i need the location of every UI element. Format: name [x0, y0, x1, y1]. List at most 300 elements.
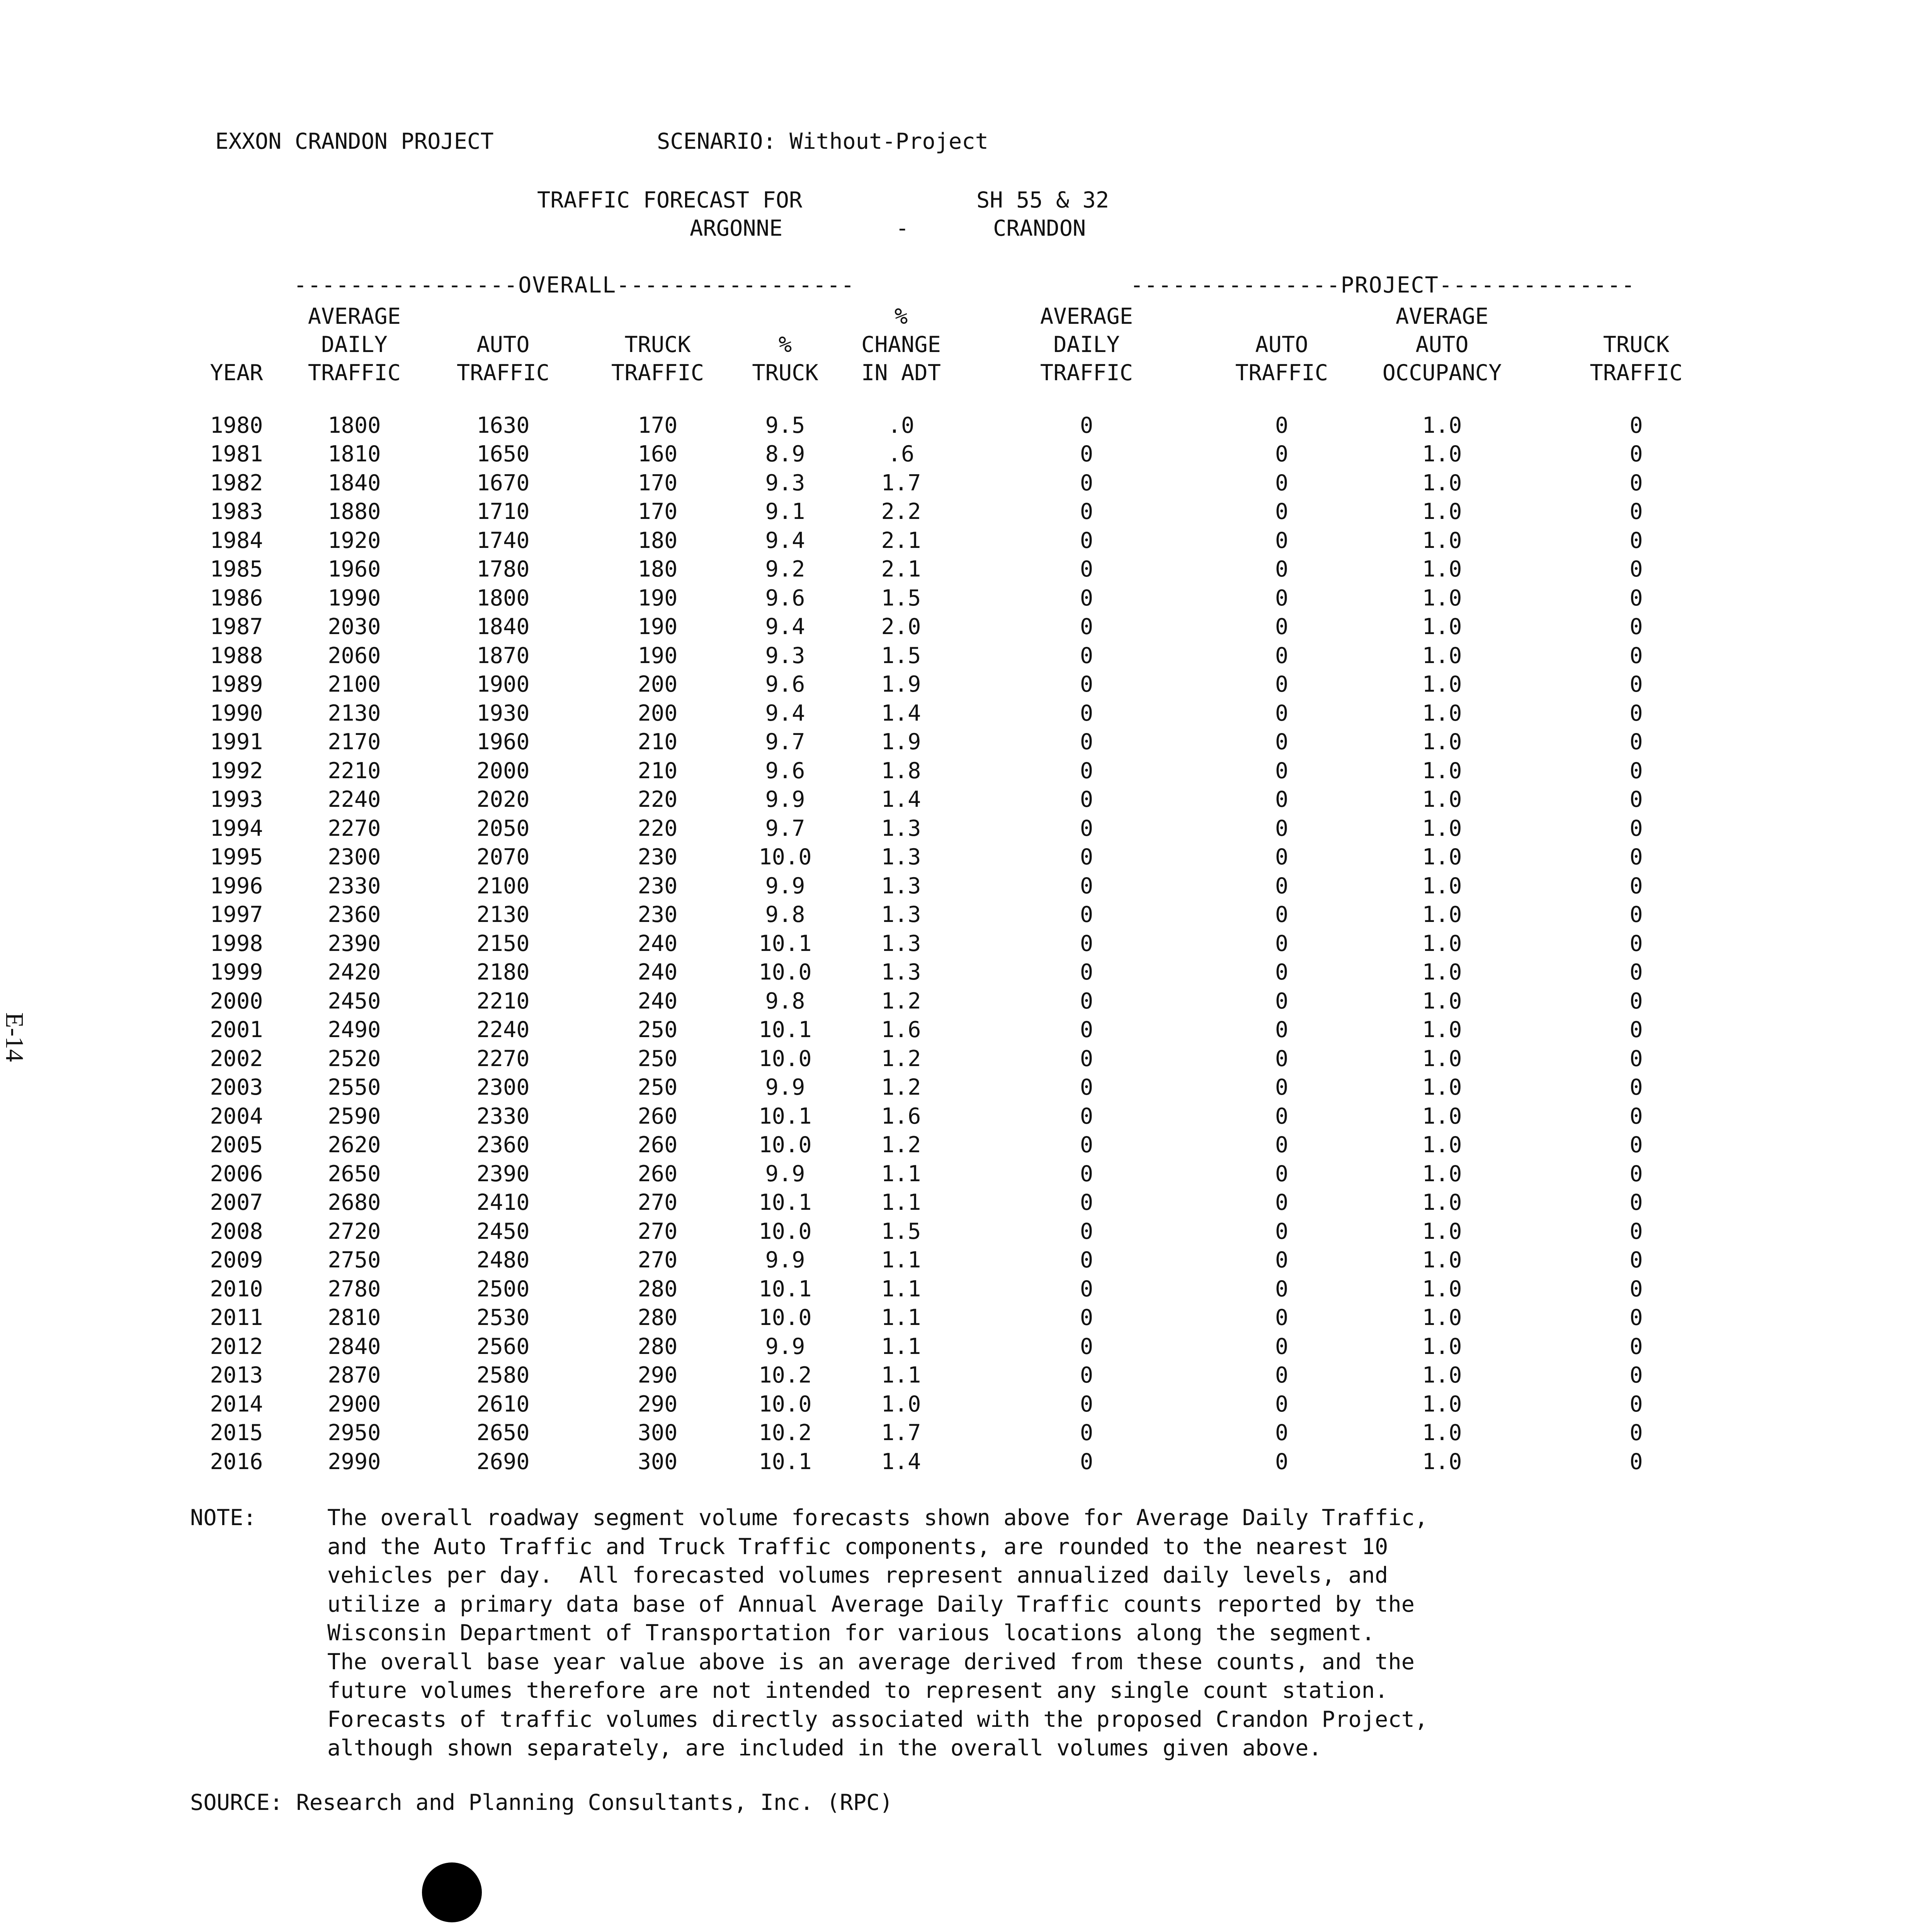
column-header-p-adt: TRAFFIC — [1040, 360, 1133, 386]
cell-p-adt: 0 — [1080, 1075, 1094, 1100]
cell-pct-change: 1.4 — [881, 1449, 921, 1475]
cell-p-auto: 0 — [1275, 1276, 1289, 1302]
cell-pct-truck: 9.9 — [765, 1075, 805, 1100]
cell-pct-truck: 9.1 — [765, 499, 805, 525]
cell-adt: 2520 — [328, 1046, 381, 1071]
cell-auto: 2150 — [476, 930, 530, 956]
cell-year: 1993 — [210, 787, 263, 813]
cell-truck: 280 — [638, 1333, 678, 1359]
cell-auto: 2530 — [476, 1305, 530, 1331]
cell-truck: 300 — [638, 1420, 678, 1446]
cell-truck: 220 — [638, 787, 678, 813]
cell-p-occ: 1.0 — [1422, 1161, 1462, 1187]
cell-auto: 2270 — [476, 1046, 530, 1071]
cell-p-auto: 0 — [1275, 1247, 1289, 1273]
cell-pct-truck: 9.4 — [765, 614, 805, 640]
table-row — [190, 526, 1745, 555]
cell-auto: 2180 — [476, 959, 530, 985]
cell-pct-truck: 10.1 — [759, 1190, 812, 1216]
cell-year: 1984 — [210, 527, 263, 553]
cell-pct-truck: 10.0 — [759, 1391, 812, 1417]
column-header-p-occ: OCCUPANCY — [1382, 360, 1502, 386]
cell-p-adt: 0 — [1080, 729, 1094, 755]
cell-p-truck: 0 — [1629, 614, 1643, 640]
note-text: and the Auto Traffic and Truck Traffic components, are rounded to the nearest 10 — [327, 1534, 1388, 1560]
cell-year: 2010 — [210, 1276, 263, 1302]
cell-p-auto: 0 — [1275, 1046, 1289, 1071]
cell-adt: 1840 — [328, 470, 381, 496]
cell-p-truck: 0 — [1629, 556, 1643, 582]
cell-p-auto: 0 — [1275, 556, 1289, 582]
cell-auto: 2300 — [476, 1075, 530, 1100]
note-text: utilize a primary data base of Annual Average Daily Traffic counts reported by the — [327, 1591, 1415, 1617]
cell-pct-change: 1.0 — [881, 1391, 921, 1417]
cell-pct-change: 1.3 — [881, 844, 921, 870]
cell-p-adt: 0 — [1080, 988, 1094, 1014]
cell-adt: 2650 — [328, 1161, 381, 1187]
table-row — [190, 987, 1745, 1016]
cell-p-truck: 0 — [1629, 1276, 1643, 1302]
cell-p-truck: 0 — [1629, 1247, 1643, 1273]
overall-group-header: ----------------OVERALL----------------- — [294, 272, 855, 298]
cell-pct-truck: 10.0 — [759, 1132, 812, 1158]
cell-p-occ: 1.0 — [1422, 873, 1462, 899]
cell-adt: 2900 — [328, 1391, 381, 1417]
cell-year: 1987 — [210, 614, 263, 640]
cell-p-auto: 0 — [1275, 614, 1289, 640]
column-header-p-auto: TRAFFIC — [1235, 360, 1328, 386]
cell-adt: 2450 — [328, 988, 381, 1014]
cell-pct-truck: 8.9 — [765, 441, 805, 467]
column-header-row — [190, 356, 1745, 384]
cell-p-truck: 0 — [1629, 672, 1643, 697]
cell-p-truck: 0 — [1629, 527, 1643, 553]
cell-auto: 2330 — [476, 1103, 530, 1129]
cell-adt: 2100 — [328, 672, 381, 697]
cell-p-auto: 0 — [1275, 902, 1289, 928]
column-header-auto: TRAFFIC — [456, 360, 550, 386]
cell-p-adt: 0 — [1080, 1190, 1094, 1216]
cell-year: 2011 — [210, 1305, 263, 1331]
cell-p-adt: 0 — [1080, 585, 1094, 611]
cell-p-truck: 0 — [1629, 1362, 1643, 1388]
forecast-label: TRAFFIC FORECAST FOR — [537, 187, 803, 213]
note-text: although shown separately, are included in the overall volumes given above. — [327, 1735, 1322, 1761]
cell-auto: 2070 — [476, 844, 530, 870]
cell-pct-truck: 9.7 — [765, 815, 805, 841]
cell-adt: 2170 — [328, 729, 381, 755]
cell-p-auto: 0 — [1275, 758, 1289, 784]
cell-truck: 250 — [638, 1046, 678, 1071]
cell-truck: 190 — [638, 585, 678, 611]
cell-pct-change: 1.7 — [881, 1420, 921, 1446]
cell-p-adt: 0 — [1080, 614, 1094, 640]
cell-truck: 190 — [638, 643, 678, 668]
cell-p-occ: 1.0 — [1422, 412, 1462, 438]
cell-pct-change: 1.1 — [881, 1247, 921, 1273]
cell-p-auto: 0 — [1275, 1161, 1289, 1187]
table-row — [190, 440, 1745, 469]
table-body — [190, 299, 1745, 1476]
cell-adt: 2420 — [328, 959, 381, 985]
cell-auto: 2210 — [476, 988, 530, 1014]
cell-p-occ: 1.0 — [1422, 1333, 1462, 1359]
cell-p-auto: 0 — [1275, 1420, 1289, 1446]
cell-p-adt: 0 — [1080, 470, 1094, 496]
table-row — [190, 786, 1745, 815]
cell-pct-truck: 9.8 — [765, 902, 805, 928]
table-row — [190, 757, 1745, 786]
cell-pct-truck: 10.1 — [759, 1017, 812, 1043]
cell-p-truck: 0 — [1629, 902, 1643, 928]
cell-adt: 2720 — [328, 1218, 381, 1244]
cell-auto: 1740 — [476, 527, 530, 553]
cell-truck: 190 — [638, 614, 678, 640]
cell-year: 2002 — [210, 1046, 263, 1071]
traffic-forecast-table — [190, 299, 1745, 1476]
table-row — [190, 1044, 1745, 1073]
cell-p-adt: 0 — [1080, 1247, 1094, 1273]
cell-auto: 1840 — [476, 614, 530, 640]
cell-p-adt: 0 — [1080, 1420, 1094, 1446]
cell-p-auto: 0 — [1275, 527, 1289, 553]
cell-auto: 1930 — [476, 700, 530, 726]
cell-p-occ: 1.0 — [1422, 902, 1462, 928]
cell-year: 2015 — [210, 1420, 263, 1446]
cell-truck: 230 — [638, 844, 678, 870]
note-text: The overall base year value above is an average derived from these counts, and the — [327, 1649, 1415, 1675]
cell-year: 2012 — [210, 1333, 263, 1359]
cell-p-adt: 0 — [1080, 1046, 1094, 1071]
cell-pct-change: 1.1 — [881, 1276, 921, 1302]
cell-pct-truck: 9.9 — [765, 1333, 805, 1359]
cell-auto: 1710 — [476, 499, 530, 525]
cell-p-truck: 0 — [1629, 758, 1643, 784]
cell-pct-truck: 10.0 — [759, 1046, 812, 1071]
cell-pct-truck: 10.0 — [759, 1305, 812, 1331]
cell-year: 2003 — [210, 1075, 263, 1100]
cell-p-auto: 0 — [1275, 1190, 1289, 1216]
cell-adt: 2300 — [328, 844, 381, 870]
cell-auto: 2610 — [476, 1391, 530, 1417]
cell-pct-truck: 9.4 — [765, 527, 805, 553]
cell-pct-change: 1.6 — [881, 1103, 921, 1129]
cell-auto: 2130 — [476, 902, 530, 928]
cell-adt: 2620 — [328, 1132, 381, 1158]
cell-pct-change: 1.5 — [881, 1218, 921, 1244]
column-header-adt: TRAFFIC — [308, 360, 401, 386]
source-line: SOURCE: Research and Planning Consultants, Inc. (RPC) — [190, 1790, 893, 1815]
cell-pct-change: 1.1 — [881, 1333, 921, 1359]
cell-p-auto: 0 — [1275, 930, 1289, 956]
cell-p-auto: 0 — [1275, 412, 1289, 438]
cell-p-occ: 1.0 — [1422, 1017, 1462, 1043]
cell-adt: 2680 — [328, 1190, 381, 1216]
cell-p-truck: 0 — [1629, 1046, 1643, 1071]
cell-p-adt: 0 — [1080, 672, 1094, 697]
cell-year: 1983 — [210, 499, 263, 525]
cell-pct-truck: 9.4 — [765, 700, 805, 726]
segment-dash: - — [896, 216, 909, 241]
cell-pct-change: 1.4 — [881, 700, 921, 726]
cell-truck: 250 — [638, 1017, 678, 1043]
column-header-adt: AVERAGE — [308, 304, 401, 329]
cell-p-auto: 0 — [1275, 787, 1289, 813]
cell-p-truck: 0 — [1629, 844, 1643, 870]
cell-p-occ: 1.0 — [1422, 700, 1462, 726]
cell-p-truck: 0 — [1629, 988, 1643, 1014]
cell-truck: 300 — [638, 1449, 678, 1475]
column-header-pct-truck — [735, 299, 835, 328]
cell-truck: 270 — [638, 1247, 678, 1273]
cell-auto: 2560 — [476, 1333, 530, 1359]
cell-auto: 1780 — [476, 556, 530, 582]
cell-p-adt: 0 — [1080, 930, 1094, 956]
scenario-label: SCENARIO: Without-Project — [657, 129, 988, 154]
cell-p-occ: 1.0 — [1422, 930, 1462, 956]
cell-p-adt: 0 — [1080, 902, 1094, 928]
column-header-truck — [580, 299, 735, 328]
punch-hole-left — [422, 1862, 482, 1922]
cell-p-auto: 0 — [1275, 672, 1289, 697]
cell-adt: 1960 — [328, 556, 381, 582]
cell-pct-truck: 9.9 — [765, 1247, 805, 1273]
cell-auto: 2410 — [476, 1190, 530, 1216]
cell-truck: 180 — [638, 527, 678, 553]
header-spacer — [190, 384, 1745, 411]
cell-p-occ: 1.0 — [1422, 1132, 1462, 1158]
cell-truck: 280 — [638, 1276, 678, 1302]
cell-adt: 2550 — [328, 1075, 381, 1100]
cell-year: 2014 — [210, 1391, 263, 1417]
cell-pct-truck: 9.9 — [765, 787, 805, 813]
cell-truck: 170 — [638, 412, 678, 438]
cell-truck: 280 — [638, 1305, 678, 1331]
cell-pct-change: 1.7 — [881, 470, 921, 496]
cell-year: 2005 — [210, 1132, 263, 1158]
cell-adt: 2840 — [328, 1333, 381, 1359]
cell-pct-truck: 10.0 — [759, 959, 812, 985]
table-row — [190, 1160, 1745, 1189]
table-row — [190, 1073, 1745, 1102]
table-row — [190, 814, 1745, 843]
cell-pct-truck: 9.6 — [765, 672, 805, 697]
cell-year: 1989 — [210, 672, 263, 697]
cell-p-truck: 0 — [1629, 499, 1643, 525]
column-header-pct-truck: TRUCK — [752, 360, 818, 386]
cell-p-truck: 0 — [1629, 1449, 1643, 1475]
cell-truck: 230 — [638, 873, 678, 899]
cell-year: 1995 — [210, 844, 263, 870]
cell-adt: 2270 — [328, 815, 381, 841]
cell-truck: 270 — [638, 1218, 678, 1244]
cell-auto: 2020 — [476, 787, 530, 813]
column-header-truck: TRAFFIC — [611, 360, 704, 386]
table-row — [190, 1217, 1745, 1246]
cell-p-adt: 0 — [1080, 1305, 1094, 1331]
cell-pct-change: 1.1 — [881, 1362, 921, 1388]
column-header-year: YEAR — [210, 360, 263, 386]
cell-p-occ: 1.0 — [1422, 787, 1462, 813]
cell-pct-truck: 10.1 — [759, 930, 812, 956]
segment-to: CRANDON — [993, 216, 1086, 241]
cell-p-truck: 0 — [1629, 1161, 1643, 1187]
column-header-p-adt: AVERAGE — [1040, 304, 1133, 329]
cell-pct-truck: 10.0 — [759, 1218, 812, 1244]
cell-p-occ: 1.0 — [1422, 441, 1462, 467]
cell-p-adt: 0 — [1080, 1161, 1094, 1187]
cell-pct-truck: 9.3 — [765, 643, 805, 668]
table-row — [190, 1419, 1745, 1448]
cell-p-auto: 0 — [1275, 1391, 1289, 1417]
table-row — [190, 555, 1745, 584]
page-number: E-14 — [0, 1012, 29, 1062]
cell-truck: 260 — [638, 1161, 678, 1187]
cell-adt: 2130 — [328, 700, 381, 726]
cell-p-truck: 0 — [1629, 1333, 1643, 1359]
cell-p-auto: 0 — [1275, 1362, 1289, 1388]
cell-p-truck: 0 — [1629, 1103, 1643, 1129]
cell-truck: 240 — [638, 988, 678, 1014]
table-row — [190, 670, 1745, 699]
cell-p-truck: 0 — [1629, 930, 1643, 956]
cell-p-occ: 1.0 — [1422, 729, 1462, 755]
cell-p-occ: 1.0 — [1422, 1190, 1462, 1216]
cell-auto: 1960 — [476, 729, 530, 755]
table-row — [190, 872, 1745, 901]
cell-pct-truck: 9.6 — [765, 758, 805, 784]
cell-p-adt: 0 — [1080, 1103, 1094, 1129]
cell-year: 2008 — [210, 1218, 263, 1244]
cell-pct-change: 1.2 — [881, 988, 921, 1014]
cell-pct-change: 1.3 — [881, 930, 921, 956]
cell-adt: 2390 — [328, 930, 381, 956]
column-header-p-truck: TRUCK — [1603, 332, 1670, 357]
cell-p-auto: 0 — [1275, 844, 1289, 870]
cell-p-truck: 0 — [1629, 412, 1643, 438]
cell-p-adt: 0 — [1080, 700, 1094, 726]
segment-from: ARGONNE — [690, 216, 783, 241]
cell-adt: 2240 — [328, 787, 381, 813]
cell-p-truck: 0 — [1629, 787, 1643, 813]
table-row — [190, 1390, 1745, 1419]
cell-p-auto: 0 — [1275, 1017, 1289, 1043]
cell-p-auto: 0 — [1275, 1103, 1289, 1129]
cell-auto: 2000 — [476, 758, 530, 784]
cell-p-adt: 0 — [1080, 758, 1094, 784]
cell-p-occ: 1.0 — [1422, 585, 1462, 611]
cell-pct-truck: 9.2 — [765, 556, 805, 582]
table-row — [190, 1447, 1745, 1476]
cell-p-occ: 1.0 — [1422, 1075, 1462, 1100]
column-header-p-occ: AVERAGE — [1395, 304, 1489, 329]
cell-p-occ: 1.0 — [1422, 1305, 1462, 1331]
cell-auto: 1870 — [476, 643, 530, 668]
cell-p-occ: 1.0 — [1422, 1420, 1462, 1446]
cell-p-adt: 0 — [1080, 441, 1094, 467]
note-text: The overall roadway segment volume forecasts shown above for Average Daily Traffic, — [327, 1505, 1428, 1531]
cell-p-auto: 0 — [1275, 643, 1289, 668]
cell-adt: 2590 — [328, 1103, 381, 1129]
column-header-pct-change: IN ADT — [861, 360, 941, 386]
cell-year: 1997 — [210, 902, 263, 928]
cell-pct-change: 1.2 — [881, 1132, 921, 1158]
cell-pct-change: 1.3 — [881, 873, 921, 899]
cell-year: 1980 — [210, 412, 263, 438]
cell-pct-truck: 10.2 — [759, 1362, 812, 1388]
cell-auto: 1670 — [476, 470, 530, 496]
cell-p-adt: 0 — [1080, 787, 1094, 813]
cell-adt: 2750 — [328, 1247, 381, 1273]
cell-adt: 2210 — [328, 758, 381, 784]
cell-pct-change: 2.1 — [881, 527, 921, 553]
cell-truck: 240 — [638, 959, 678, 985]
cell-pct-change: 1.1 — [881, 1190, 921, 1216]
cell-p-adt: 0 — [1080, 643, 1094, 668]
cell-p-occ: 1.0 — [1422, 1391, 1462, 1417]
cell-p-truck: 0 — [1629, 729, 1643, 755]
cell-year: 2004 — [210, 1103, 263, 1129]
cell-truck: 210 — [638, 758, 678, 784]
cell-truck: 180 — [638, 556, 678, 582]
cell-p-auto: 0 — [1275, 988, 1289, 1014]
table-row — [190, 929, 1745, 958]
column-header-row — [190, 328, 1745, 356]
table-row — [190, 1131, 1745, 1160]
cell-pct-change: 1.5 — [881, 585, 921, 611]
table-row — [190, 1304, 1745, 1333]
cell-auto: 2500 — [476, 1276, 530, 1302]
cell-p-auto: 0 — [1275, 1075, 1289, 1100]
cell-pct-truck: 9.5 — [765, 412, 805, 438]
cell-p-occ: 1.0 — [1422, 1362, 1462, 1388]
cell-pct-change: 1.9 — [881, 672, 921, 697]
cell-p-adt: 0 — [1080, 844, 1094, 870]
cell-p-adt: 0 — [1080, 499, 1094, 525]
project-title: EXXON CRANDON PROJECT — [215, 129, 494, 154]
table-row — [190, 469, 1745, 498]
cell-pct-change: 2.1 — [881, 556, 921, 582]
cell-year: 1998 — [210, 930, 263, 956]
cell-auto: 2240 — [476, 1017, 530, 1043]
note-text: future volumes therefore are not intended to represent any single count station. — [327, 1678, 1388, 1703]
cell-p-truck: 0 — [1629, 1075, 1643, 1100]
cell-auto: 2480 — [476, 1247, 530, 1273]
cell-truck: 250 — [638, 1075, 678, 1100]
cell-p-occ: 1.0 — [1422, 1449, 1462, 1475]
cell-p-auto: 0 — [1275, 499, 1289, 525]
cell-year: 2001 — [210, 1017, 263, 1043]
cell-pct-change: 1.1 — [881, 1161, 921, 1187]
cell-p-auto: 0 — [1275, 873, 1289, 899]
cell-truck: 170 — [638, 499, 678, 525]
cell-p-auto: 0 — [1275, 1218, 1289, 1244]
cell-year: 2013 — [210, 1362, 263, 1388]
cell-pct-truck: 9.3 — [765, 470, 805, 496]
cell-p-adt: 0 — [1080, 527, 1094, 553]
cell-truck: 170 — [638, 470, 678, 496]
cell-auto: 1650 — [476, 441, 530, 467]
cell-pct-change: 1.6 — [881, 1017, 921, 1043]
cell-year: 1990 — [210, 700, 263, 726]
cell-p-truck: 0 — [1629, 1391, 1643, 1417]
cell-year: 1991 — [210, 729, 263, 755]
cell-auto: 1630 — [476, 412, 530, 438]
cell-pct-change: 1.4 — [881, 787, 921, 813]
cell-p-auto: 0 — [1275, 1449, 1289, 1475]
cell-pct-truck: 9.9 — [765, 873, 805, 899]
note-text: Forecasts of traffic volumes directly associated with the proposed Crandon Project, — [327, 1706, 1428, 1732]
